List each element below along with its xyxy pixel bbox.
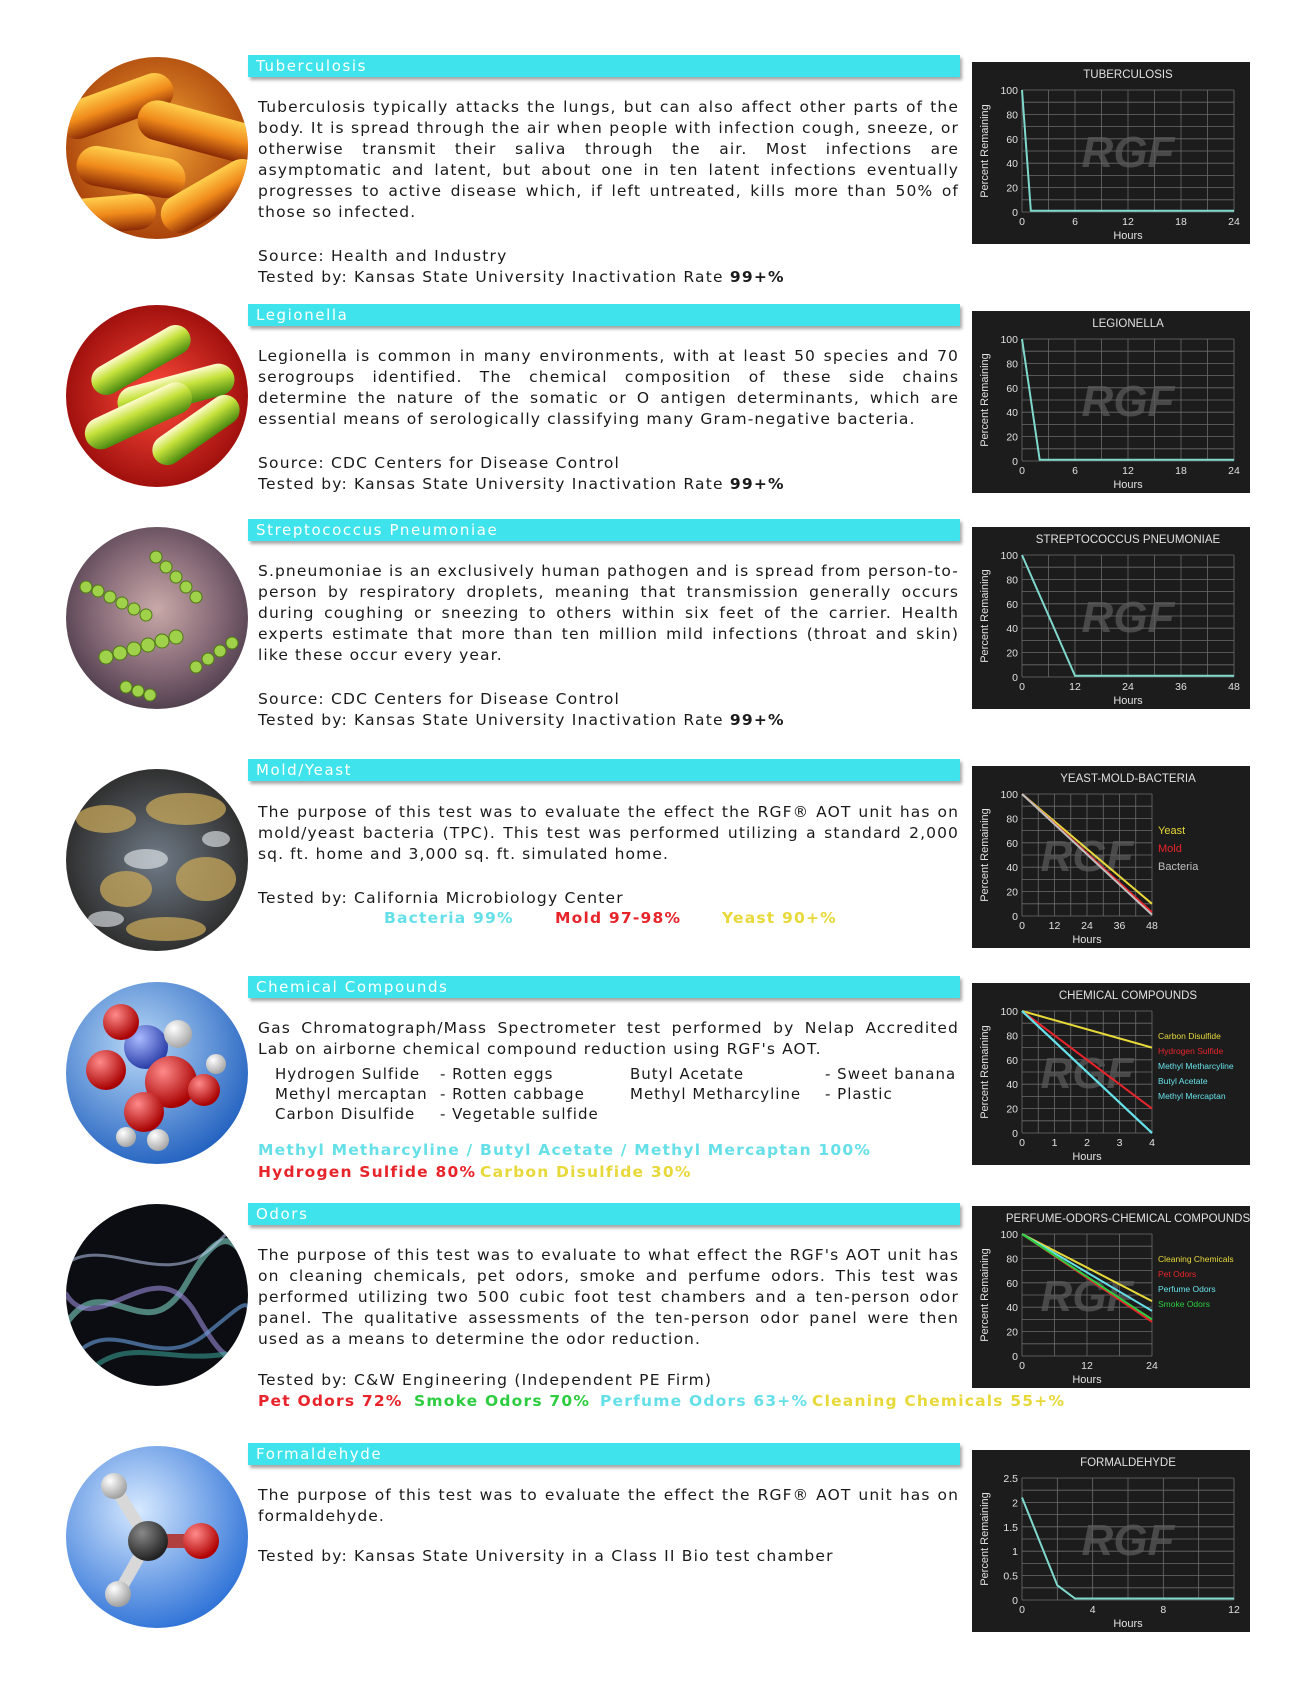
y-tick-label: 100 — [1000, 1006, 1018, 1018]
smell-item: - Sweet banana — [825, 1065, 957, 1083]
compound-item: Carbon Disulfide — [275, 1105, 416, 1123]
y-tick-label: 40 — [1006, 158, 1018, 171]
rgf-watermark: RGF — [1040, 832, 1134, 881]
section-title-bar: Legionella — [248, 304, 960, 326]
y-tick-label: 60 — [1006, 133, 1018, 146]
y-tick-label: 100 — [1000, 789, 1018, 801]
tested-by-line — [258, 268, 785, 286]
result-methyl-butyl: Methyl Metharcyline / Butyl Acetate / Methyl Mercaptan 100% — [258, 1141, 872, 1159]
perfume-odors-chart — [972, 1206, 1250, 1388]
tested-by-line — [258, 711, 785, 729]
smell-list-b — [825, 1064, 956, 1104]
x-tick-label: 12 — [1081, 1360, 1093, 1372]
x-tick-label: 24 — [1228, 216, 1240, 228]
section-body: Gas Chromatograph/Mass Spectrometer test performed by Nelap Accredited Lab on airborne chemical compound reduction using RGF's AOT. — [258, 1019, 959, 1058]
chart-title: YEAST-MOLD-BACTERIA — [1060, 773, 1196, 785]
tested-by-line: Tested by: California Microbiology Center — [258, 889, 624, 907]
section-title-bar: Odors — [248, 1203, 960, 1225]
x-tick-label: 4 — [1089, 1604, 1096, 1616]
source-line: Source: Health and Industry — [258, 247, 508, 265]
section-body: S.pneumoniae is an exclusively human pathogen and is spread from person-to-person by respiratory droplets, meaning that transmission generally occurs during coughing or sneezing to others within six feet of the carrier. Health experts estimate that more than ten million mild infections (throat and skin) like these occur every year. — [258, 562, 959, 664]
compound-list-a — [275, 1064, 428, 1124]
y-tick-label: 0 — [1012, 1595, 1018, 1607]
y-tick-label: 20 — [1006, 1103, 1018, 1116]
compound-item: Methyl Metharcyline — [630, 1085, 802, 1103]
compound-list-b — [630, 1064, 801, 1104]
section-body: The purpose of this test was to evaluate the effect the RGF® AOT unit has on formaldehyde. — [258, 1486, 959, 1525]
section-title-bar: Tuberculosis — [248, 55, 960, 77]
y-tick-label: 40 — [1006, 862, 1018, 875]
x-tick-label: 6 — [1072, 465, 1078, 477]
y-tick-label: 80 — [1006, 574, 1018, 587]
chart-title: CHEMICAL COMPOUNDS — [1058, 990, 1198, 1002]
x-tick-label: 12 — [1048, 920, 1061, 932]
legend-entry: Carbon Disulfide — [1158, 1031, 1221, 1041]
chart-title: LEGIONELLA — [1092, 318, 1164, 330]
tuberculosis-chart — [972, 62, 1250, 244]
legend-entry: Mold — [1158, 843, 1182, 855]
y-tick-label: 80 — [1006, 1030, 1018, 1043]
legend-entry: Yeast — [1158, 825, 1186, 837]
y-tick-label: 60 — [1006, 1054, 1018, 1067]
x-tick-label: 3 — [1116, 1137, 1123, 1149]
source-line: Source: CDC Centers for Disease Control — [258, 690, 621, 708]
x-tick-label: 0 — [1019, 1360, 1025, 1372]
x-tick-label: 18 — [1175, 216, 1187, 228]
x-axis-label: Hours — [1072, 1151, 1102, 1163]
y-tick-label: 100 — [1000, 334, 1018, 346]
inactivation-rate: 99+% — [729, 475, 785, 493]
x-axis-label: Hours — [1113, 230, 1143, 242]
x-tick-label: 0 — [1019, 681, 1025, 693]
x-tick-label: 0 — [1019, 216, 1025, 228]
x-tick-label: 1 — [1051, 1137, 1058, 1149]
x-tick-label: 24 — [1146, 1360, 1158, 1372]
x-tick-label: 36 — [1175, 681, 1187, 693]
compound-item: Methyl mercaptan — [275, 1085, 428, 1103]
y-tick-label: 0 — [1012, 1351, 1018, 1363]
y-tick-label: 40 — [1006, 623, 1018, 636]
x-axis-label: Hours — [1113, 479, 1143, 491]
chemical-compounds-chart — [972, 983, 1250, 1165]
tested-by-text: Tested by: Kansas State University Inactivation Rate — [258, 711, 724, 729]
y-tick-label: 1 — [1012, 1546, 1018, 1559]
section-title-bar: Streptococcus Pneumoniae — [248, 519, 960, 541]
section-body: Tuberculosis typically attacks the lungs, but can also affect other parts of the body. It is spread through the air when people with infection cough, sneeze, or otherwise transmit their saliva through the air. Most infections are asymptomatic and latent, but about one in ten latent infections eventually progresses to active disease which, if left untreated, kills more than 50% of those so infected. — [258, 98, 959, 221]
y-tick-label: 80 — [1006, 358, 1018, 371]
y-tick-label: 60 — [1006, 382, 1018, 395]
streptococcus-chart — [972, 527, 1250, 709]
chart-title: TUBERCULOSIS — [1083, 69, 1173, 81]
x-tick-label: 24 — [1081, 920, 1093, 932]
streptococcus-bacteria-image — [66, 527, 248, 709]
x-tick-label: 48 — [1146, 920, 1158, 932]
y-tick-label: 20 — [1006, 182, 1018, 195]
rgf-watermark: RGF — [1081, 1516, 1175, 1565]
y-tick-label: 2.5 — [1003, 1473, 1018, 1485]
chart-title: STREPTOCOCCUS PNEUMONIAE — [1035, 534, 1221, 546]
compound-item: Butyl Acetate — [630, 1065, 745, 1083]
rgf-watermark: RGF — [1040, 1049, 1134, 1098]
y-tick-label: 40 — [1006, 407, 1018, 420]
result-cleaning-chemicals: Cleaning Chemicals 55+% — [812, 1392, 1066, 1410]
y-tick-label: 100 — [1000, 85, 1018, 97]
formaldehyde-molecule-image — [66, 1446, 248, 1628]
y-tick-label: 1.5 — [1003, 1521, 1018, 1534]
x-tick-label: 0 — [1019, 465, 1025, 477]
y-axis-label: Percent Remaining — [979, 104, 991, 198]
tested-by-line — [258, 475, 785, 493]
x-tick-label: 18 — [1175, 465, 1187, 477]
y-tick-label: 40 — [1006, 1302, 1018, 1315]
y-tick-label: 80 — [1006, 1253, 1018, 1266]
result-pet-odors: Pet Odors 72% — [258, 1392, 403, 1410]
y-tick-label: 0 — [1012, 456, 1018, 468]
x-tick-label: 0 — [1019, 920, 1025, 932]
y-axis-label: Percent Remaining — [979, 569, 991, 663]
result-perfume-odors: Perfume Odors 63+% — [600, 1392, 809, 1410]
y-tick-label: 80 — [1006, 813, 1018, 826]
x-tick-label: 12 — [1122, 465, 1134, 477]
smell-item: - Rotten cabbage — [440, 1085, 585, 1103]
tested-by-line: Tested by: Kansas State University in a Class II Bio test chamber — [258, 1547, 834, 1565]
rgf-watermark: RGF — [1081, 593, 1175, 642]
smell-list-a — [440, 1064, 599, 1124]
legend-entry: Methyl Metharcyline — [1158, 1061, 1234, 1071]
x-tick-label: 24 — [1122, 681, 1134, 693]
result-yeast: Yeast 90+% — [722, 909, 837, 927]
smell-item: - Rotten eggs — [440, 1065, 554, 1083]
smell-item: - Plastic — [825, 1085, 893, 1103]
y-axis-label: Percent Remaining — [979, 1248, 991, 1342]
y-tick-label: 0 — [1012, 672, 1018, 684]
y-axis-label: Percent Remaining — [979, 353, 991, 447]
molecule-image — [66, 982, 248, 1164]
legend-entry: Bacteria — [1158, 861, 1199, 873]
section-title-bar: Mold/Yeast — [248, 759, 960, 781]
y-tick-label: 80 — [1006, 109, 1018, 122]
rgf-watermark: RGF — [1081, 377, 1175, 426]
x-tick-label: 48 — [1228, 681, 1240, 693]
legend-entry: Perfume Odors — [1158, 1284, 1216, 1294]
x-tick-label: 6 — [1072, 216, 1078, 228]
x-tick-label: 36 — [1113, 920, 1126, 932]
x-tick-label: 12 — [1069, 681, 1081, 693]
legend-entry: Hydrogen Sulfide — [1158, 1046, 1224, 1056]
section-body: The purpose of this test was to evaluate to what effect the RGF's AOT unit has on cleaning chemicals, pet odors, smoke and perfume odors. This test was performed utilizing two 500 cubic foot test chambers and a ten-person odor panel. The qualitative assessments of the ten-person odor panel were then used as a means to determine the odor reduction. — [258, 1246, 959, 1348]
legend-entry: Methyl Mercaptan — [1158, 1091, 1226, 1101]
y-tick-label: 20 — [1006, 431, 1018, 444]
y-tick-label: 20 — [1006, 1326, 1018, 1339]
x-tick-label: 12 — [1228, 1604, 1240, 1616]
x-tick-label: 2 — [1084, 1137, 1090, 1149]
legend-entry: Smoke Odors — [1158, 1299, 1210, 1309]
result-carbon-disulfide: Carbon Disulfide 30% — [480, 1163, 692, 1181]
rgf-watermark: RGF — [1040, 1272, 1134, 1321]
chart-title: PERFUME-ODORS-CHEMICAL COMPOUNDS — [1005, 1213, 1250, 1225]
y-axis-label: Percent Remaining — [979, 808, 991, 902]
y-tick-label: 60 — [1006, 837, 1018, 850]
y-tick-label: 0 — [1012, 911, 1018, 923]
inactivation-rate: 99+% — [729, 268, 785, 286]
legend-entry: Butyl Acetate — [1158, 1076, 1208, 1086]
rgf-watermark: RGF — [1081, 128, 1175, 177]
chart-title: FORMALDEHYDE — [1080, 1457, 1176, 1469]
x-axis-label: Hours — [1113, 695, 1143, 707]
y-tick-label: 0 — [1012, 1128, 1018, 1140]
y-axis-label: Percent Remaining — [979, 1492, 991, 1586]
result-hydrogen-sulfide: Hydrogen Sulfide 80% — [258, 1163, 477, 1181]
smoke-odors-image — [66, 1204, 248, 1386]
y-tick-label: 60 — [1006, 1277, 1018, 1290]
legionella-bacteria-image — [66, 305, 248, 487]
x-tick-label: 4 — [1149, 1137, 1155, 1149]
section-title-bar: Formaldehyde — [248, 1443, 960, 1465]
legend-entry: Cleaning Chemicals — [1158, 1254, 1234, 1264]
y-tick-label: 0.5 — [1003, 1570, 1018, 1583]
smell-item: - Vegetable sulfide — [440, 1105, 599, 1123]
x-tick-label: 24 — [1228, 465, 1240, 477]
compound-item: Hydrogen Sulfide — [275, 1065, 421, 1083]
section-body: The purpose of this test was to evaluate the effect the RGF® AOT unit has on mold/yeast bacteria (TPC). This test was performed utilizing a standard 2,000 sq. ft. home and 3,000 sq. ft. simulated home. — [258, 803, 959, 863]
y-tick-label: 100 — [1000, 1229, 1018, 1241]
source-line: Source: CDC Centers for Disease Control — [258, 454, 621, 472]
y-tick-label: 0 — [1012, 207, 1018, 219]
tuberculosis-bacteria-image — [66, 57, 248, 239]
tested-by-text: Tested by: Kansas State University Inactivation Rate — [258, 268, 724, 286]
yeast-mold-bacteria-chart — [972, 766, 1250, 948]
x-tick-label: 0 — [1019, 1604, 1025, 1616]
x-axis-label: Hours — [1072, 1374, 1102, 1386]
section-title-bar: Chemical Compounds — [248, 976, 960, 998]
legionella-chart — [972, 311, 1250, 493]
result-mold: Mold 97-98% — [555, 909, 682, 927]
x-axis-label: Hours — [1072, 934, 1102, 946]
x-tick-label: 12 — [1122, 216, 1134, 228]
y-tick-label: 60 — [1006, 598, 1018, 611]
formaldehyde-chart — [972, 1450, 1250, 1632]
y-tick-label: 2 — [1012, 1497, 1018, 1510]
tested-by-line: Tested by: C&W Engineering (Independent PE Firm) — [258, 1371, 713, 1389]
section-body: Legionella is common in many environments, with at least 50 species and 70 serogroups identified. The chemical composition of these side chains determine the nature of the somatic or O antigen determinants, which are essential means of serologically classifying many Gram-negative bacteria. — [258, 347, 959, 428]
x-tick-label: 8 — [1160, 1604, 1167, 1616]
mold-yeast-image — [66, 769, 248, 951]
result-bacteria: Bacteria 99% — [384, 909, 514, 927]
tested-by-text: Tested by: Kansas State University Inactivation Rate — [258, 475, 724, 493]
y-tick-label: 40 — [1006, 1079, 1018, 1092]
y-tick-label: 20 — [1006, 647, 1018, 660]
result-smoke-odors: Smoke Odors 70% — [414, 1392, 591, 1410]
y-axis-label: Percent Remaining — [979, 1025, 991, 1119]
y-tick-label: 20 — [1006, 886, 1018, 899]
legend-entry: Pet Odors — [1158, 1269, 1197, 1279]
inactivation-rate: 99+% — [729, 711, 785, 729]
y-tick-label: 100 — [1000, 550, 1018, 562]
x-axis-label: Hours — [1113, 1618, 1143, 1630]
x-tick-label: 0 — [1019, 1137, 1025, 1149]
